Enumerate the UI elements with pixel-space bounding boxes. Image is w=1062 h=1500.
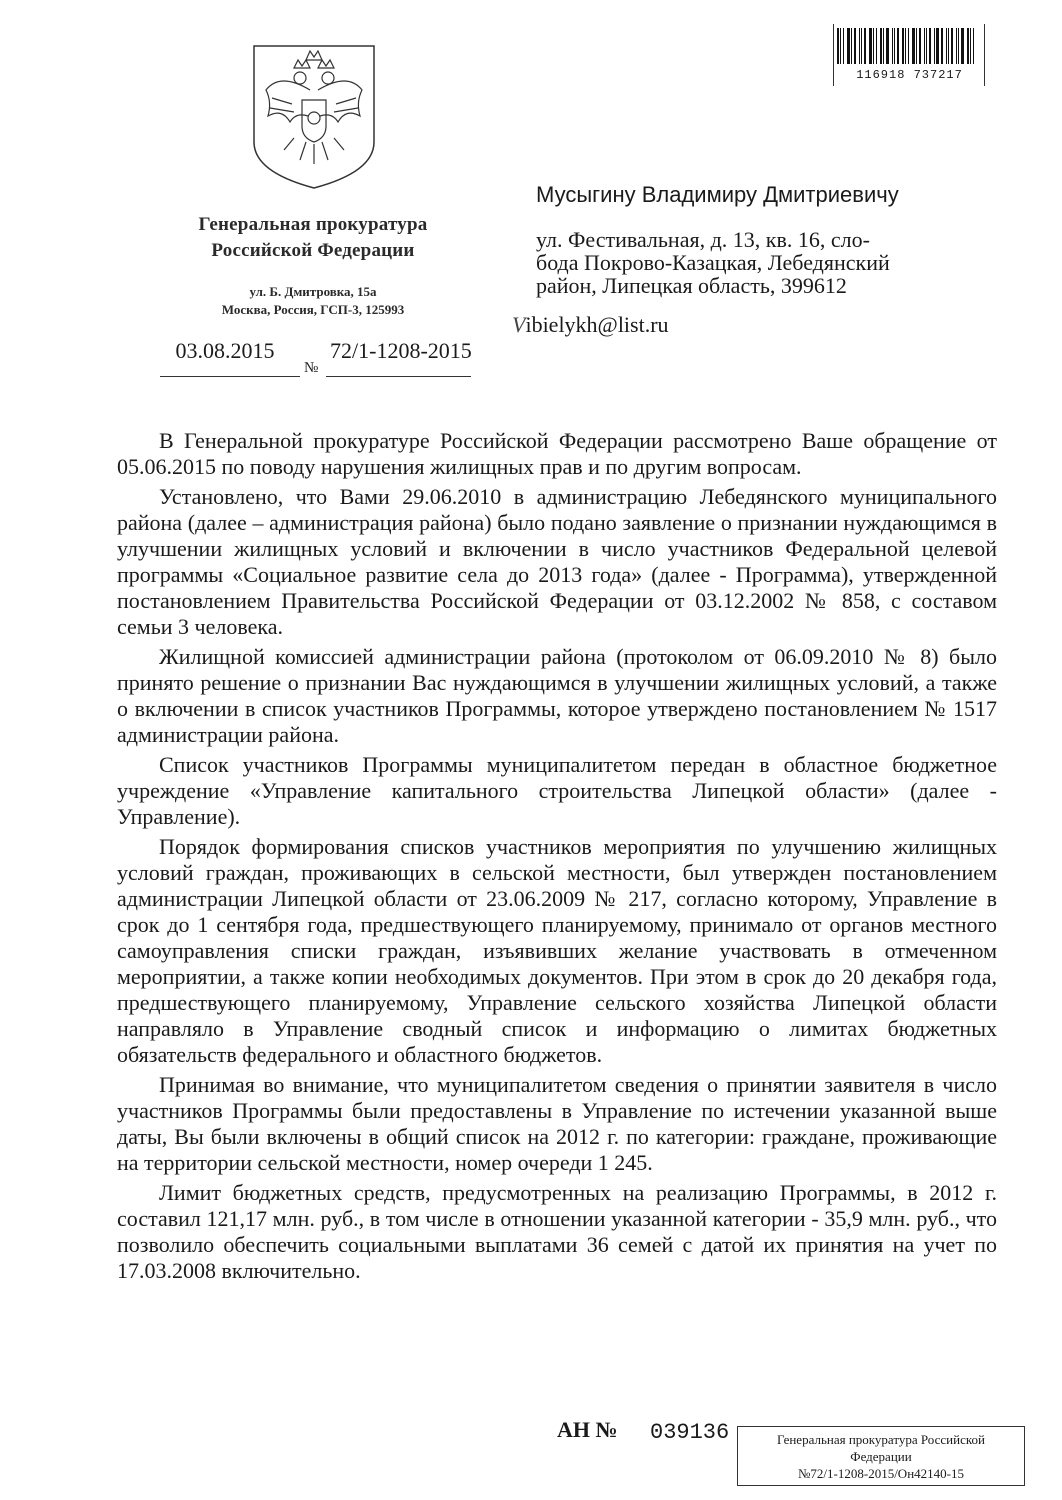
barcode-bar: [876, 28, 877, 64]
barcode-bar: [936, 28, 939, 64]
barcode-bar: [902, 28, 904, 64]
body-paragraph: Жилищной комиссией администрации района (протоколом от 06.09.2010 № 8) было принято решение о признании Вас нуждающимся в улучшении жилищных условий, а также о включении в список участников Программы, которое утверждено постановлением № 1517 администрации района.: [117, 644, 997, 747]
barcode-bar: [946, 28, 947, 64]
recipient-address-line1: ул. Фестивальная, д. 13, кв. 16, сло-: [536, 227, 870, 252]
barcode-bar: [880, 28, 882, 64]
barcode-bar: [941, 28, 943, 64]
body-paragraph: В Генеральной прокуратуре Российской Федерации рассмотрено Ваше обращение от 05.06.2015 по поводу нарушения жилищных прав и по другим вопросам.: [117, 428, 997, 479]
body-paragraph: Список участников Программы муниципалитетом передан в областное бюджетное учреждение «Управление капитального строительства Липецкой области» (далее - Управление).: [117, 752, 997, 829]
recipient-address: [536, 228, 956, 297]
barcode-bar: [926, 28, 927, 64]
barcode-bar: [843, 28, 844, 64]
barcode-bar: [908, 28, 909, 64]
barcode-bar: [956, 28, 957, 64]
barcode-bar: [919, 28, 921, 64]
barcode-bar: [840, 28, 841, 64]
letter-date: 03.08.2015: [175, 338, 275, 363]
number-sign: №: [304, 360, 319, 376]
barcode-bar: [958, 28, 959, 64]
barcode-bar: [873, 28, 874, 64]
barcode-bar: [934, 28, 935, 64]
barcode-bar: [948, 28, 949, 64]
barcode-bar: [929, 28, 931, 64]
barcode-bar: [894, 28, 895, 64]
barcode-bar: [892, 28, 893, 64]
letter-number: 72/1-1208-2015: [330, 338, 472, 363]
recipient-name: Мусыгину Владимиру Дмитриевичу: [536, 182, 899, 207]
stamp-line3: №72/1-1208-2015/Он42140-15: [798, 1466, 964, 1481]
sender-address-line2: Москва, Россия, ГСП-3, 125993: [221, 302, 405, 317]
sender-org-line2: Российской Федерации: [211, 240, 415, 261]
barcode-bar: [961, 28, 964, 64]
letter-body: [117, 428, 997, 1288]
number-underline: [326, 358, 471, 377]
barcode-bar: [851, 28, 852, 64]
stamp-line2: Федерации: [850, 1449, 912, 1464]
barcode-bar: [886, 28, 889, 64]
body-paragraph: Принимая во внимание, что муниципалитетом сведения о принятии заявителя в число участников Программы были предоставлены в Управление по истечении указанной выше даты, Вы были включены в общий список на 2012 г. по категории: граждане, проживающие на территории сельской местности, номер очереди 1 245.: [117, 1072, 997, 1175]
barcode-bar: [905, 28, 906, 64]
barcode-bar: [951, 28, 953, 64]
barcode-bar: [854, 28, 856, 64]
barcode-bar: [864, 28, 866, 64]
barcode-bar: [967, 28, 969, 64]
form-number: 039136: [650, 1420, 730, 1445]
coat-of-arms-icon: [250, 42, 378, 192]
barcode-bar: [973, 28, 974, 64]
barcode-bar: [924, 28, 925, 64]
barcode-bar: [861, 28, 862, 64]
barcode: [837, 28, 982, 80]
recipient-address-line2: бода Покрово-Казацкая, Лебедянский: [536, 250, 890, 275]
date-underline: [160, 358, 300, 377]
barcode-bar: [897, 28, 899, 64]
form-series: АН №: [557, 1417, 618, 1442]
barcode-bar: [869, 28, 872, 64]
stamp-line1: Генеральная прокуратура Российской: [777, 1432, 985, 1447]
body-paragraph: Лимит бюджетных средств, предусмотренных на реализацию Программы, в 2012 г. составил 121,17 млн. руб., в том числе в отношении указанной категории - 35,9 млн. руб., что позволило обеспечить социальными выплатами 36 семей с датой их принятия на учет по 17.03.2008 включительно.: [117, 1180, 997, 1283]
barcode-bar: [912, 28, 915, 64]
recipient-email-block: [512, 312, 669, 338]
recipient-email: ibielykh@list.ru: [525, 312, 669, 337]
barcode-bars: [837, 28, 982, 64]
email-check-mark: V: [512, 312, 526, 337]
body-paragraph: Установлено, что Вами 29.06.2010 в администрацию Лебедянского муниципального района (далее – администрация района) было подано заявление о признании нуждающимся в улучшении жилищных условий и включении в число участников Федеральной целевой программы «Социальное развитие села до 2013 года» (далее - Программа), утвержденной постановлением Правительства Российской Федерации от 03.12.2002 № 858, с составом семьи 3 человека.: [117, 484, 997, 639]
barcode-digits: 116918 737217: [856, 68, 963, 82]
barcode-bar: [859, 28, 860, 64]
sender-address-line1: ул. Б. Дмитровка, 15а: [249, 284, 377, 299]
barcode-bar: [883, 28, 884, 64]
sender-org-line1: Генеральная прокуратура: [198, 214, 428, 235]
barcode-bar: [847, 28, 850, 64]
registration-stamp: [737, 1426, 1025, 1486]
barcode-bar: [970, 28, 971, 64]
recipient-address-line3: район, Липецкая область, 399612: [536, 273, 847, 298]
barcode-bar: [916, 28, 917, 64]
body-paragraph: Порядок формирования списков участников мероприятия по улучшению жилищных условий граждан, проживающих в сельской местности, был утвержден постановлением администрации Липецкой области от 23.06.2009 № 217, согласно которому, Управление в срок до 1 сентября года, предшествующего планируемому, принимало от органов местного самоуправления списки граждан, изъявивших желание участвовать в отмеченном мероприятии, а также копии необходимых документов. При этом в срок до 20 декабря года, предшествующего планируемому, Управление сельского хозяйства Липецкой области направляло в Управление сводный список и информацию о лимитах бюджетных обязательств федерального и областного бюджетов.: [117, 834, 997, 1067]
barcode-bar: [837, 28, 839, 64]
